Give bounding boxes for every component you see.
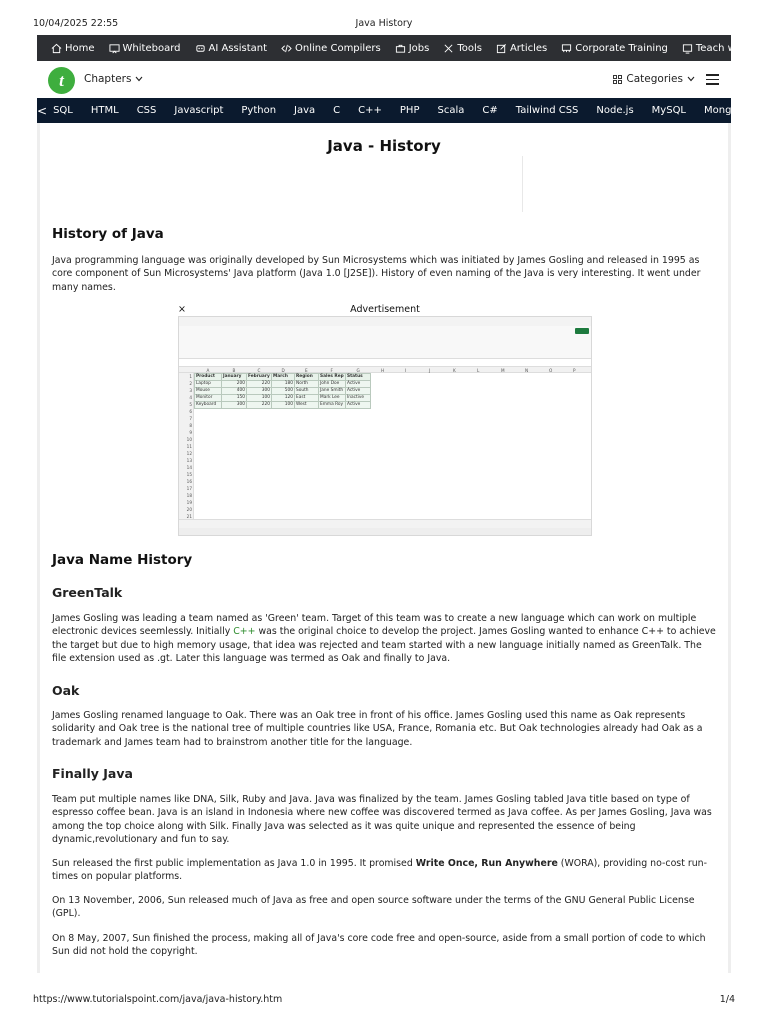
lang-item-c[interactable]: C xyxy=(333,105,341,116)
paragraph-greentalk xyxy=(52,612,718,666)
cell: South xyxy=(295,388,319,395)
topnav-home[interactable] xyxy=(51,43,95,54)
topnav-teach-label: Teach with us xyxy=(695,42,764,54)
lang-item-nodejs[interactable]: Node.js xyxy=(596,105,634,116)
home-icon xyxy=(51,43,62,54)
cell: 200 xyxy=(222,381,247,388)
spreadsheet-statusbar xyxy=(179,528,591,535)
cell: East xyxy=(295,395,319,402)
topnav-tools[interactable] xyxy=(443,43,482,54)
column-letter: H xyxy=(381,368,385,373)
column-letter: E xyxy=(305,368,308,373)
cell: Monitor xyxy=(195,395,222,402)
lang-item-java[interactable]: Java xyxy=(294,105,316,116)
ai-icon xyxy=(195,43,206,54)
cell: Active xyxy=(346,388,371,395)
release-wora: Write Once, Run Anywhere xyxy=(415,858,558,869)
paragraph-finally-java: Team put multiple names like DNA, Silk, Ruby and Java. Java was finalized by the team. James Gosling tabled Java title based on type of espresso coffee bean. Java is an island in Indonesia where new coffee was discovered termed as Java coffee. As per James Gosling, Java was among the top choice along with Silk. Finally Java was selected as it was quite unique and represented the essence of being dynamic,revolutionary and fun to say. xyxy=(52,794,712,846)
header-cell: February xyxy=(248,374,270,379)
cell: West xyxy=(295,402,319,409)
print-url: https://www.tutorialspoint.com/java/java-history.htm xyxy=(33,994,283,1005)
advertisement-spreadsheet[interactable] xyxy=(178,316,592,536)
paragraph-gpl: On 13 November, 2006, Sun released much of Java as free and open source software under the terms of the GNU General Public License (GPL). xyxy=(52,895,695,920)
spreadsheet-header-row xyxy=(195,374,371,381)
categories-dropdown[interactable] xyxy=(613,73,695,85)
topnav-teach-with-us[interactable] xyxy=(682,43,764,54)
column-letter: N xyxy=(525,368,529,373)
logo-letter: t xyxy=(59,70,64,90)
spreadsheet-row xyxy=(195,402,371,409)
paragraph-oak: James Gosling renamed language to Oak. There was an Oak tree in front of his office. James Gosling used this name as Oak represents solidarity and Oak tree is the national tree of multiple countries like USA, France, Romania etc. But Oak technologies already had Oak as a trademark and James team had to brainstrom another title for the language. xyxy=(52,710,703,748)
paragraph-2007: On 8 May, 2007, Sun finished the process, making all of Java's core code free and open-source, aside from a small portion of code to which Sun did not hold the copyright. xyxy=(52,933,706,958)
row-number: 3 xyxy=(189,388,192,393)
topnav-jobs[interactable] xyxy=(395,43,430,54)
header-cell: January xyxy=(222,374,247,381)
topnav-articles-label: Articles xyxy=(509,42,548,54)
column-letter: B xyxy=(232,368,236,373)
lang-item-html[interactable]: HTML xyxy=(90,105,119,116)
langbar-prev-button[interactable]: < xyxy=(37,103,48,118)
lang-item-mysql[interactable]: MySQL xyxy=(651,105,687,116)
paragraph-history: Java programming language was originally developed by Sun Microsystems which was initiated by James Gosling and released in 1995 as core component of Sun Microsystems' Java platform (Java 1.0 [J2SE]). History of even naming of the Java is very interesting. It went under many names. xyxy=(52,255,701,293)
language-list xyxy=(47,105,755,116)
lang-item-javascript[interactable]: Javascript xyxy=(174,105,224,116)
chapters-label: Chapters xyxy=(84,73,132,85)
site-header xyxy=(37,61,731,99)
row-number: 5 xyxy=(189,402,192,407)
spreadsheet-formula-bar xyxy=(179,359,591,367)
hamburger-menu-icon[interactable] xyxy=(706,74,719,84)
row-number: 15 xyxy=(186,472,192,477)
tools-icon xyxy=(443,43,454,54)
lang-item-csharp[interactable]: C# xyxy=(482,105,498,116)
row-number: 12 xyxy=(186,451,192,456)
cell: 220 xyxy=(247,381,272,388)
spreadsheet-row xyxy=(195,381,371,388)
ad-label: Advertisement xyxy=(350,304,420,315)
row-number: 13 xyxy=(186,458,192,463)
column-letter: M xyxy=(501,368,505,373)
column-letter: D xyxy=(281,368,285,373)
cell: Emma Roy xyxy=(319,402,346,409)
ad-slot-divider xyxy=(522,156,523,212)
paragraph-release xyxy=(52,857,718,884)
cell: Keyboard xyxy=(195,402,222,409)
cell: 150 xyxy=(222,395,247,402)
lang-item-css[interactable]: CSS xyxy=(136,105,157,116)
cell: Mark Lee xyxy=(319,395,346,402)
row-number: 10 xyxy=(186,437,192,442)
greentalk-text-1: James Gosling was leading a team named as 'Green' team. Target of this team was to create a new language which can work on multiple electronic devices seemlessly. Initially xyxy=(52,613,697,638)
spreadsheet-share-button xyxy=(575,328,589,334)
topnav-ai-label: AI Assistant xyxy=(208,42,268,54)
advertisement-header xyxy=(178,304,592,315)
topnav-articles[interactable] xyxy=(496,43,547,54)
cell: 100 xyxy=(272,402,295,409)
cell: John Doe xyxy=(319,381,346,388)
cell: Active xyxy=(346,402,371,409)
chapters-dropdown[interactable] xyxy=(84,73,143,85)
column-letter: F xyxy=(330,368,333,373)
lang-item-mongo[interactable] xyxy=(695,105,755,116)
spreadsheet-sheet-tabs xyxy=(179,519,591,528)
spreadsheet-row xyxy=(195,388,371,395)
column-letter: P xyxy=(573,368,576,373)
topnav-whiteboard-label: Whiteboard xyxy=(122,42,181,54)
row-number: 19 xyxy=(186,500,192,505)
print-header xyxy=(33,14,735,28)
spreadsheet-ribbon xyxy=(179,326,591,359)
lang-item-sql[interactable]: SQL xyxy=(53,105,73,116)
spreadsheet-table xyxy=(194,373,371,409)
header-cell: Product xyxy=(195,374,222,381)
topnav-online-compilers[interactable] xyxy=(281,43,381,54)
row-number: 11 xyxy=(186,444,192,449)
spreadsheet-titlebar xyxy=(179,317,591,326)
grid-icon xyxy=(613,75,622,84)
column-letter: O xyxy=(549,368,553,373)
print-page-number: 1/4 xyxy=(719,994,735,1005)
column-letter: K xyxy=(453,368,456,373)
cell: 400 xyxy=(222,388,247,395)
cell: 100 xyxy=(247,395,272,402)
column-letter: L xyxy=(477,368,480,373)
row-number: 16 xyxy=(186,479,192,484)
row-number: 18 xyxy=(186,493,192,498)
heading-greentalk: GreenTalk xyxy=(52,585,123,600)
topnav-training-label: Corporate Training xyxy=(575,42,668,54)
header-cell: Status xyxy=(346,374,371,381)
topnav-whiteboard[interactable] xyxy=(109,43,181,54)
row-number: 21 xyxy=(186,514,192,519)
column-letter: C xyxy=(257,368,261,373)
lang-item-mongo-label: Mongo xyxy=(704,105,738,116)
teach-icon xyxy=(682,43,693,54)
header-cell: Sales Rep xyxy=(320,374,344,379)
cell: Inactive xyxy=(346,395,371,402)
code-icon xyxy=(281,43,292,54)
topnav-home-label: Home xyxy=(65,42,95,54)
training-icon xyxy=(561,43,572,54)
topnav-jobs-label: Jobs xyxy=(408,42,430,54)
cell: 300 xyxy=(222,402,247,409)
page-title: Java - History xyxy=(327,137,441,155)
release-text-2: (WORA), providing no-cost run-times on popular platforms. xyxy=(52,858,707,883)
greentalk-text-2: was the original choice to develop the project. James Gosling wanted to enhance C++ to achieve the target but due to high memory usage, that idea was rejected and team started with a new language initially named as GreenTalk. The file extension used as .gt. Later this language was termed as Oak and finally to Java. xyxy=(52,626,716,665)
topnav-compilers-label: Online Compilers xyxy=(295,42,381,54)
row-number: 2 xyxy=(189,381,192,386)
print-datetime: 10/04/2025 22:55 xyxy=(33,18,119,29)
row-number: 14 xyxy=(186,465,192,470)
cell: North xyxy=(295,381,319,388)
lang-item-cpp[interactable]: C++ xyxy=(358,105,382,116)
cell: 500 xyxy=(272,388,295,395)
cell: Mouse xyxy=(195,388,222,395)
row-number: 7 xyxy=(189,416,192,421)
briefcase-icon xyxy=(395,43,406,54)
row-number: 20 xyxy=(186,507,192,512)
lang-item-tailwind[interactable]: Tailwind CSS xyxy=(515,105,579,116)
cell: 180 xyxy=(272,381,295,388)
edit-icon xyxy=(496,43,507,54)
row-number: 6 xyxy=(189,409,192,414)
chevron-down-icon xyxy=(135,76,143,82)
spreadsheet-row xyxy=(195,395,371,402)
release-text-1: Sun released the first public implementation as Java 1.0 in 1995. It promised xyxy=(52,858,416,869)
topnav-tools-label: Tools xyxy=(457,42,482,54)
lang-item-scala[interactable]: Scala xyxy=(437,105,465,116)
site-logo[interactable] xyxy=(48,67,75,94)
column-letter: A xyxy=(206,368,210,373)
topnav-ai-assistant[interactable] xyxy=(195,43,268,54)
column-letter: G xyxy=(356,368,360,373)
cpp-link[interactable]: C++ xyxy=(233,626,256,638)
topnav-corporate-training[interactable] xyxy=(561,43,668,54)
row-number: 8 xyxy=(189,423,192,428)
print-footer xyxy=(33,994,735,1008)
row-number: 9 xyxy=(189,430,192,435)
row-number: 17 xyxy=(186,486,192,491)
ad-close-button[interactable]: × xyxy=(178,304,186,315)
heading-oak: Oak xyxy=(52,683,80,698)
chevron-down-icon xyxy=(687,76,695,82)
whiteboard-icon xyxy=(109,43,120,54)
column-letter: J xyxy=(429,368,431,373)
header-cell: Region xyxy=(295,374,319,381)
row-number: 1 xyxy=(189,374,192,379)
language-bar xyxy=(37,98,746,123)
heading-finally-java: Finally Java xyxy=(52,766,133,781)
lang-item-php[interactable]: PHP xyxy=(399,105,420,116)
top-navigation xyxy=(37,35,764,61)
heading-java-name-history: Java Name History xyxy=(52,552,193,568)
heading-history-of-java: History of Java xyxy=(52,226,164,242)
langbar-next-button[interactable]: > xyxy=(737,105,746,116)
cell: Jane Smith xyxy=(319,388,346,395)
cell: Active xyxy=(346,381,371,388)
cell: 120 xyxy=(272,395,295,402)
categories-label: Categories xyxy=(626,73,683,85)
print-page-title: Java History xyxy=(355,18,413,29)
column-letter: I xyxy=(405,368,407,373)
cell: 220 xyxy=(247,402,272,409)
row-number: 4 xyxy=(189,395,192,400)
header-cell: March xyxy=(272,374,295,381)
cell: Laptop xyxy=(195,381,222,388)
cell: 300 xyxy=(247,388,272,395)
lang-item-python[interactable]: Python xyxy=(241,105,277,116)
